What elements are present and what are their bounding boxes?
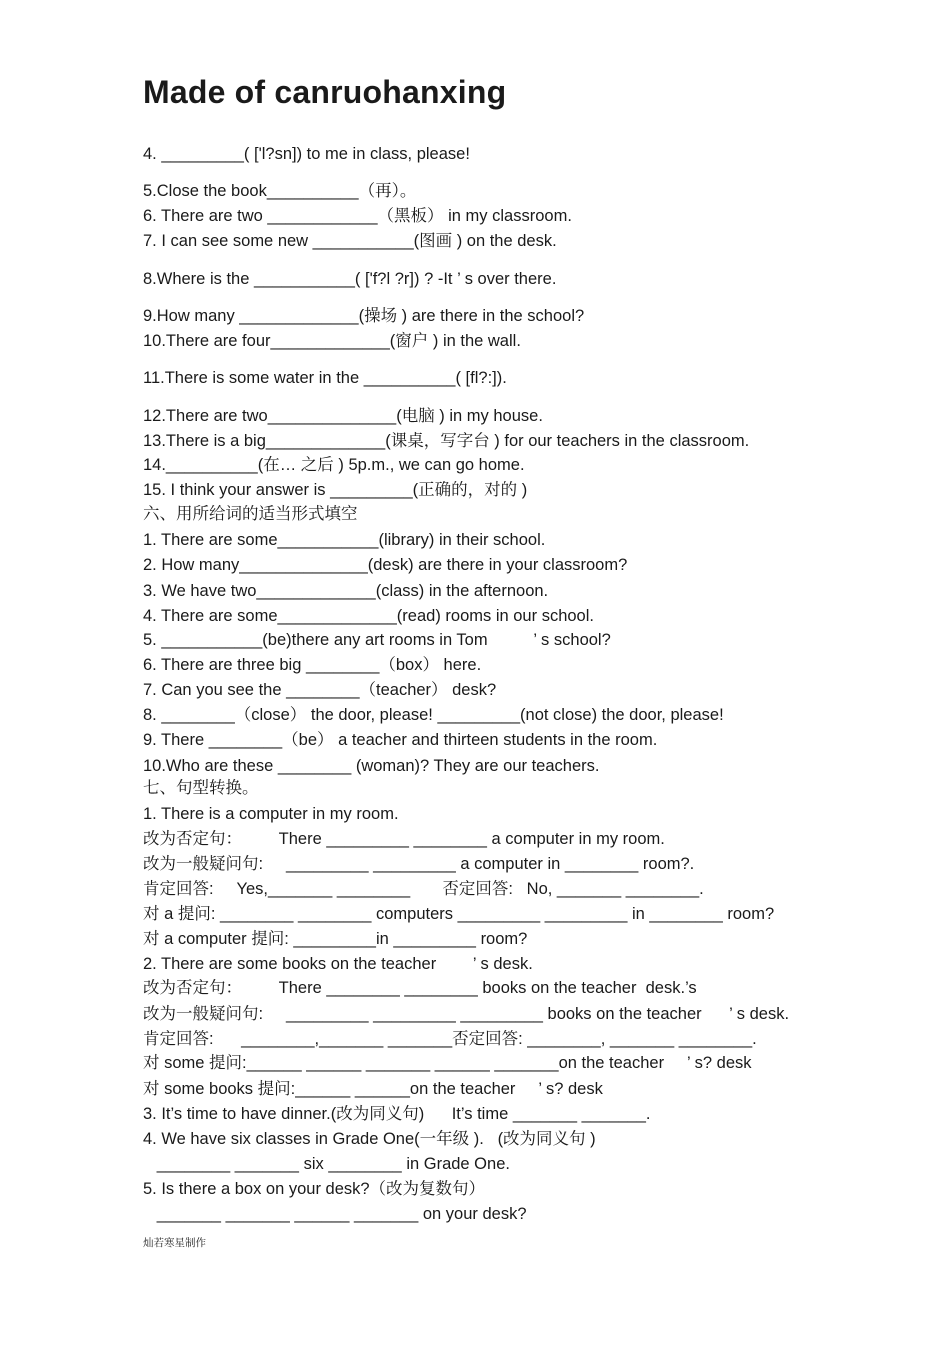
question-15-line: 15. I think your answer is _________(正确的，对的 ) xyxy=(143,481,528,499)
section-7-item-4-answer: ________ _______ six ________ in Grade One. xyxy=(143,1155,510,1173)
question-6-line: 6. There are two ____________（黑板） in my classroom. xyxy=(143,207,572,225)
section-7-item-2-question: 改为一般疑问句: _________ _________ _________ books on the teacher ’ s desk. xyxy=(143,1005,790,1023)
footer-credit: 灿若寒星制作 xyxy=(143,1237,206,1249)
section-6-item-4: 4. There are some_____________(read) rooms in our school. xyxy=(143,607,594,625)
section-6-item-8: 8. ________（close） the door, please! _________(not close) the door, please! xyxy=(143,706,724,724)
section-7-item-2-ask-some: 对 some 提问:______ ______ _______ ______ _______on the teacher ’ s? desk xyxy=(143,1054,752,1072)
section-6-item-10: 10.Who are these ________ (woman)? They are our teachers. xyxy=(143,757,600,775)
section-6-item-6: 6. There are three big ________（box） here. xyxy=(143,656,482,674)
question-10-line: 10.There are four_____________(窗户 ) in the wall. xyxy=(143,332,521,350)
section-7-item-5: 5. Is there a box on your desk?（改为复数句） xyxy=(143,1180,486,1198)
question-4-line: 4. _________( ['l?sn]) to me in class, please! xyxy=(143,145,470,163)
section-7-item-1: 1. There is a computer in my room. xyxy=(143,805,399,823)
section-7-heading: 七、句型转换。 xyxy=(143,779,259,797)
section-7-item-1-ask-computer: 对 a computer 提问: _________in _________ room? xyxy=(143,930,528,948)
question-5-line: 5.Close the book__________（再）。 xyxy=(143,182,417,200)
question-7-line: 7. I can see some new ___________(图画 ) on the desk. xyxy=(143,232,557,250)
section-6-item-5: 5. ___________(be)there any art rooms in Tom ’ s school? xyxy=(143,631,611,649)
section-6-heading: 六、用所给词的适当形式填空 xyxy=(143,505,358,523)
question-14-line: 14.__________(在… 之后 ) 5p.m., we can go home. xyxy=(143,456,525,474)
question-12-line: 12.There are two______________(电脑 ) in my house. xyxy=(143,407,543,425)
page-title: Made of canruohanxing xyxy=(143,74,507,110)
section-6-item-1: 1. There are some___________(library) in their school. xyxy=(143,531,546,549)
section-7-item-4: 4. We have six classes in Grade One(一年级 ). (改为同义句 ) xyxy=(143,1130,596,1148)
section-7-item-1-negative: 改为否定句： There _________ ________ a computer in my room. xyxy=(143,830,665,848)
section-6-item-2: 2. How many______________(desk) are there in your classroom? xyxy=(143,556,628,574)
section-7-item-2-negative: 改为否定句： There ________ ________ books on the teacher desk.’s xyxy=(143,979,697,997)
section-6-item-9: 9. There ________（be） a teacher and thirteen students in the room. xyxy=(143,731,658,749)
section-7-item-1-question: 改为一般疑问句: _________ _________ a computer in ________ room?. xyxy=(143,855,695,873)
question-11-line: 11.There is some water in the __________( [fl?:]). xyxy=(143,369,507,387)
section-7-item-1-answers: 肯定回答: Yes,_______ ________ 否定回答: No, _______ ________. xyxy=(143,880,704,898)
question-9-line: 9.How many _____________(操场 ) are there in the school? xyxy=(143,307,585,325)
section-7-item-2-ask-some-books: 对 some books 提问:______ ______on the teacher ’ s? desk xyxy=(143,1080,603,1098)
section-7-item-1-ask-a: 对 a 提问: ________ ________ computers _________ _________ in ________ room? xyxy=(143,905,775,923)
section-7-item-2: 2. There are some books on the teacher ’ s desk. xyxy=(143,955,533,973)
section-6-item-7: 7. Can you see the ________（teacher） desk? xyxy=(143,681,497,699)
section-7-item-3: 3. It’s time to have dinner.(改为同义句) It’s time _______ _______. xyxy=(143,1105,651,1123)
question-13-line: 13.There is a big_____________(课桌，写字台 ) for our teachers in the classroom. xyxy=(143,432,750,450)
section-6-item-3: 3. We have two_____________(class) in the afternoon. xyxy=(143,582,549,600)
question-8-line: 8.Where is the ___________( ['f?l ?r]) ? -It ’ s over there. xyxy=(143,270,557,288)
section-7-item-5-answer: _______ _______ ______ _______ on your desk? xyxy=(143,1205,527,1223)
section-7-item-2-answers: 肯定回答: ________,_______ _______否定回答: ________, _______ ________. xyxy=(143,1030,757,1048)
